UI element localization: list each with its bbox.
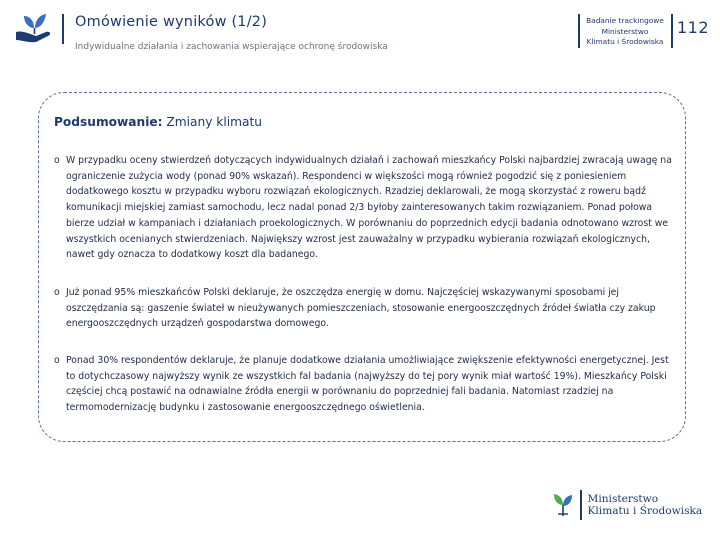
- header-divider-left: [62, 14, 64, 44]
- bullet-text: Ponad 30% respondentów deklaruje, że planuje dodatkowe działania umożliwiające zwiększenie efektywności energetycznej. Jest to dotychczasowy najwyższy wynik ze wszystkich fal badania (najwyższy do tej pory wynik miał wartość 19%). Mieszkańcy Polski częściej chcą postawić na odnawialne źródła energii w porównaniu do poprzedniej fali badania. Natomiast rzadziej na termomodernizację budynku i zastosowanie energooszczędnego oświetlenia.: [66, 355, 669, 414]
- footer-ministry-logo: [552, 490, 702, 520]
- report-line: Ministerstwo: [601, 26, 649, 36]
- footer-divider: [580, 490, 582, 520]
- ministry-leaf-icon: [552, 492, 574, 518]
- footer-ministry-name: [588, 493, 703, 518]
- summary-bullet: [54, 285, 674, 332]
- page-subtitle: Indywidualne działania i zachowania wspierające ochronę środowiska: [75, 42, 388, 52]
- header-divider-report: [578, 14, 580, 48]
- page-number: 112: [677, 18, 710, 37]
- report-line: Badanie trackingowe: [586, 16, 664, 25]
- report-line: Klimatu i Środowiska: [586, 37, 664, 46]
- ministry-logo-icon: [14, 12, 54, 44]
- footer-ministry-line: Klimatu i Środowiska: [587, 505, 703, 517]
- bullet-marker: o: [54, 155, 60, 166]
- bullet-marker: o: [54, 287, 60, 298]
- bullet-text: W przypadku oceny stwierdzeń dotyczących indywidualnych działań i zachowań mieszkańcy Polski najbardziej zwracają uwagę na ograniczenie zużycia wody (ponad 90% wskazań). Respondenci w większości mogą również pogodzić się z poniesieniem dodatkowego kosztu w przypadku wyboru rozwiązań ekologicznych. Rzadziej deklarowali, że mogą skorzystać z roweru bądź komunikacji miejskiej zamiast samochodu, lecz nadal ponad 2/3 byłoby zainteresowanych takim rozwiązaniem. Ponad połowa bierze udział w kampaniach i działaniach proekologicznych. W porównaniu do poprzednich edycji badania odnotowano wzrost we wszystkich ocenianych stwierdzeniach. Największy wzrost jest zauważalny w przypadku wybierania rozwiązań ekologicznych, nawet gdy oznacza to dodatkowy koszt dla badanego.: [66, 155, 672, 261]
- summary-bullet: [54, 353, 674, 416]
- summary-bullet: [54, 153, 674, 263]
- summary-heading-label: Podsumowanie:: [54, 115, 163, 129]
- footer-ministry-line: Ministerstwo: [587, 492, 659, 505]
- bullet-marker: o: [54, 355, 60, 366]
- summary-heading: [54, 115, 262, 129]
- header-divider-right: [671, 14, 673, 48]
- page-title: Omówienie wyników (1/2): [75, 14, 268, 30]
- bullet-text: Już ponad 95% mieszkańców Polski deklaruje, że oszczędza energię w domu. Najczęściej wskazywanymi sposobami jej oszczędzania są: gaszenie świateł w nieużywanych pomieszczeniach, stosowanie energooszczędnych źródeł światła czy zakup energooszczędnych urządzeń gospodarstwa domowego.: [66, 287, 656, 330]
- report-name: [582, 16, 668, 48]
- summary-heading-topic: Zmiany klimatu: [166, 115, 262, 129]
